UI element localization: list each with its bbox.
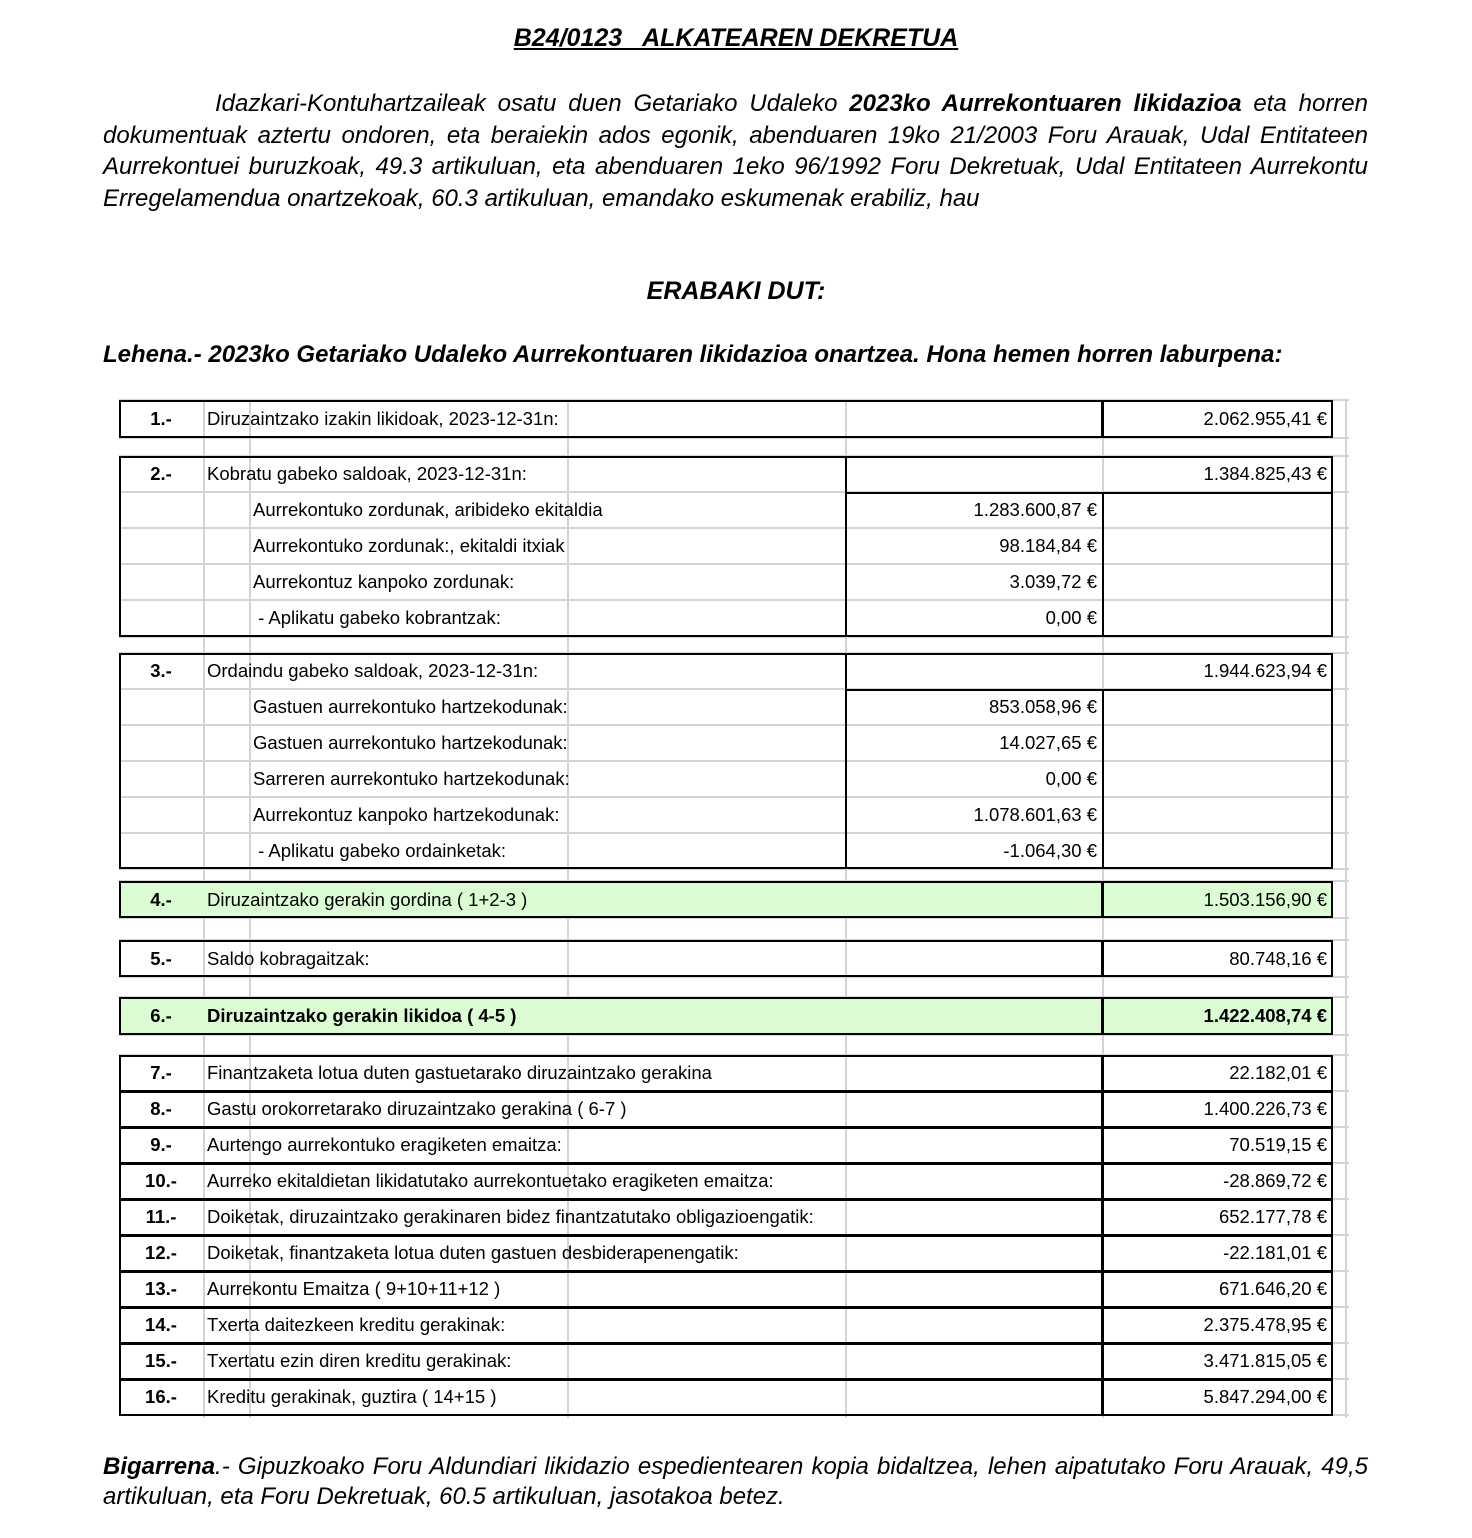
table-row [119,1055,1333,1091]
row-number: 12.- [145,1242,177,1263]
row-total-value: -22.181,01 € [1223,1242,1327,1263]
table-row [119,940,1333,977]
row-number: 16.- [145,1386,177,1407]
first-point: Lehena.- 2023ko Getariako Udaleko Aurrekontuaren likidazioa onartzea. Hona hemen horren laburpena: [103,341,1283,368]
detail-value: 0,00 € [1045,607,1097,628]
row-number: 14.- [145,1314,177,1335]
table-detail-row [119,725,1333,761]
row-number: 11.- [145,1206,177,1227]
table-detail-row [119,833,1333,869]
table-detail-row [119,528,1333,564]
row-number: 4.- [150,888,172,910]
row-label: Txertatu ezin diren kreditu gerakinak: [207,1350,512,1371]
row-number: 13.- [145,1278,177,1299]
table-row [119,1163,1333,1199]
row-label: Aurtengo aurrekontuko eragiketen emaitza: [207,1134,562,1155]
intro-paragraph [103,88,1368,214]
second-point-label: Bigarrena [103,1453,216,1480]
row-number: 3.- [150,660,172,681]
row-number: 2.- [150,463,172,484]
row-total-value: 2.375.478,95 € [1203,1314,1327,1335]
table-row [119,653,1333,689]
detail-value: 1.283.600,87 € [973,499,1097,520]
row-label: Aurrekontu Emaitza ( 9+10+11+12 ) [207,1278,501,1299]
row-label: Kobratu gabeko saldoak, 2023-12-31n: [207,463,527,484]
row-total-value: 22.182,01 € [1229,1062,1327,1083]
row-total-value: 80.748,16 € [1229,947,1327,969]
table-detail-row [119,492,1333,528]
detail-value: 98.184,84 € [999,535,1097,556]
table-row [119,456,1333,492]
row-total-value: 1.944.623,94 € [1203,660,1327,681]
document-title: B24/0123 ALKATEAREN DEKRETUA [513,24,959,52]
row-number: 7.- [150,1062,172,1083]
detail-label: - Aplikatu gabeko kobrantzak: [253,607,501,628]
table-row [119,997,1333,1035]
detail-label: Aurrekontuz kanpoko zordunak: [253,571,515,592]
intro-text-2: eta horren dokumentuak aztertu ondoren, eta beraiekin ados egonik, abenduaren 19ko 21/2003 Foru Arauak, Udal Entitateen Aurrekontuei buruzkoak, 49.3 artikuluan, eta abenduaren 1eko 96/1992 Foru Dekretuak, Udal Entitateen Aurrekontu Erregelamendua onartzekoak, 60.3 artikuluan, emandako eskumenak erabiliz, hau [103,90,1369,212]
row-total-value: 671.646,20 € [1218,1278,1327,1299]
table-row [119,1379,1333,1415]
detail-label: Aurrekontuko zordunak:, ekitaldi itxiak [253,535,565,556]
row-number: 9.- [150,1134,172,1155]
row-label: Diruzaintzako gerakin gordina ( 1+2-3 ) [207,888,528,910]
row-number: 15.- [145,1350,177,1371]
table-detail-row [119,797,1333,833]
table-detail-row [119,600,1333,636]
row-number: 6.- [150,1005,172,1026]
row-total-value: 5.847.294,00 € [1203,1386,1327,1407]
row-total-value: -28.869,72 € [1223,1170,1327,1191]
second-point-text: .- Gipuzkoako Foru Aldundiari likidazio espedientearen kopia bidaltzea, lehen aipatutako Foru Arauak, 49,5 artikuluan, eta Foru Dekretuak, 60.5 artikuluan, jasotakoa betez. [103,1453,1368,1510]
detail-value: 14.027,65 € [999,732,1097,753]
decision-heading: ERABAKI DUT: [646,277,826,305]
row-total-value: 1.400.226,73 € [1203,1098,1327,1119]
intro-text-1: Idazkari-Kontuhartzaileak osatu duen Getariako Udaleko [215,90,850,117]
row-label: Txerta daitezkeen kreditu gerakinak: [207,1314,506,1335]
table-row [119,1307,1333,1343]
row-label: Gastu orokorretarako diruzaintzako gerakina ( 6-7 ) [207,1098,627,1119]
table-row [119,1091,1333,1127]
row-label: Doiketak, diruzaintzako gerakinaren bidez finantzatutako obligazioengatik: [207,1206,814,1227]
detail-label: - Aplikatu gabeko ordainketak: [253,840,506,861]
table-detail-row [119,761,1333,797]
row-label: Doiketak, finantzaketa lotua duten gastuen desbiderapenengatik: [207,1242,739,1263]
detail-value: -1.064,30 € [1003,840,1097,861]
table-detail-row [119,689,1333,725]
row-total-value: 1.422.408,74 € [1203,1005,1327,1026]
row-label: Diruzaintzako gerakin likidoa ( 4-5 ) [207,1005,517,1026]
detail-value: 853.058,96 € [988,696,1097,717]
table-row [119,1343,1333,1379]
row-total-value: 652.177,78 € [1218,1206,1327,1227]
detail-label: Gastuen aurrekontuko hartzekodunak: [253,732,568,753]
intro-text-bold: 2023ko Aurrekontuaren likidazioa [849,90,1242,117]
table-row [119,1271,1333,1307]
row-label: Diruzaintzako izakin likidoak, 2023-12-31n: [207,408,559,429]
row-label: Saldo kobragaitzak: [207,947,370,969]
row-total-value: 2.062.955,41 € [1203,408,1327,429]
detail-label: Aurrekontuko zordunak, aribideko ekitaldia [253,499,603,520]
row-label: Ordaindu gabeko saldoak, 2023-12-31n: [207,660,539,681]
row-total-value: 70.519,15 € [1229,1134,1327,1155]
detail-value: 1.078.601,63 € [973,804,1097,825]
detail-label: Sarreren aurrekontuko hartzekodunak: [253,768,570,789]
detail-value: 3.039,72 € [1009,571,1097,592]
detail-label: Aurrekontuz kanpoko hartzekodunak: [253,804,560,825]
detail-value: 0,00 € [1045,768,1097,789]
row-number: 8.- [150,1098,172,1119]
row-total-value: 1.503.156,90 € [1203,888,1327,910]
second-point [103,1452,1368,1512]
row-label: Aurreko ekitaldietan likidatutako aurrekontuetako eragiketen emaitza: [207,1170,774,1191]
row-label: Finantzaketa lotua duten gastuetarako diruzaintzako gerakina [207,1062,712,1083]
row-number: 5.- [150,947,172,969]
table-row [119,1127,1333,1163]
row-number: 1.- [150,408,172,429]
row-number: 10.- [145,1170,177,1191]
detail-label: Gastuen aurrekontuko hartzekodunak: [253,696,568,717]
table-row [119,881,1333,918]
row-total-value: 3.471.815,05 € [1203,1350,1327,1371]
table-row [119,400,1333,438]
row-total-value: 1.384.825,43 € [1203,463,1327,484]
row-label: Kreditu gerakinak, guztira ( 14+15 ) [207,1386,497,1407]
table-detail-row [119,564,1333,600]
table-row [119,1199,1333,1235]
table-row [119,1235,1333,1271]
